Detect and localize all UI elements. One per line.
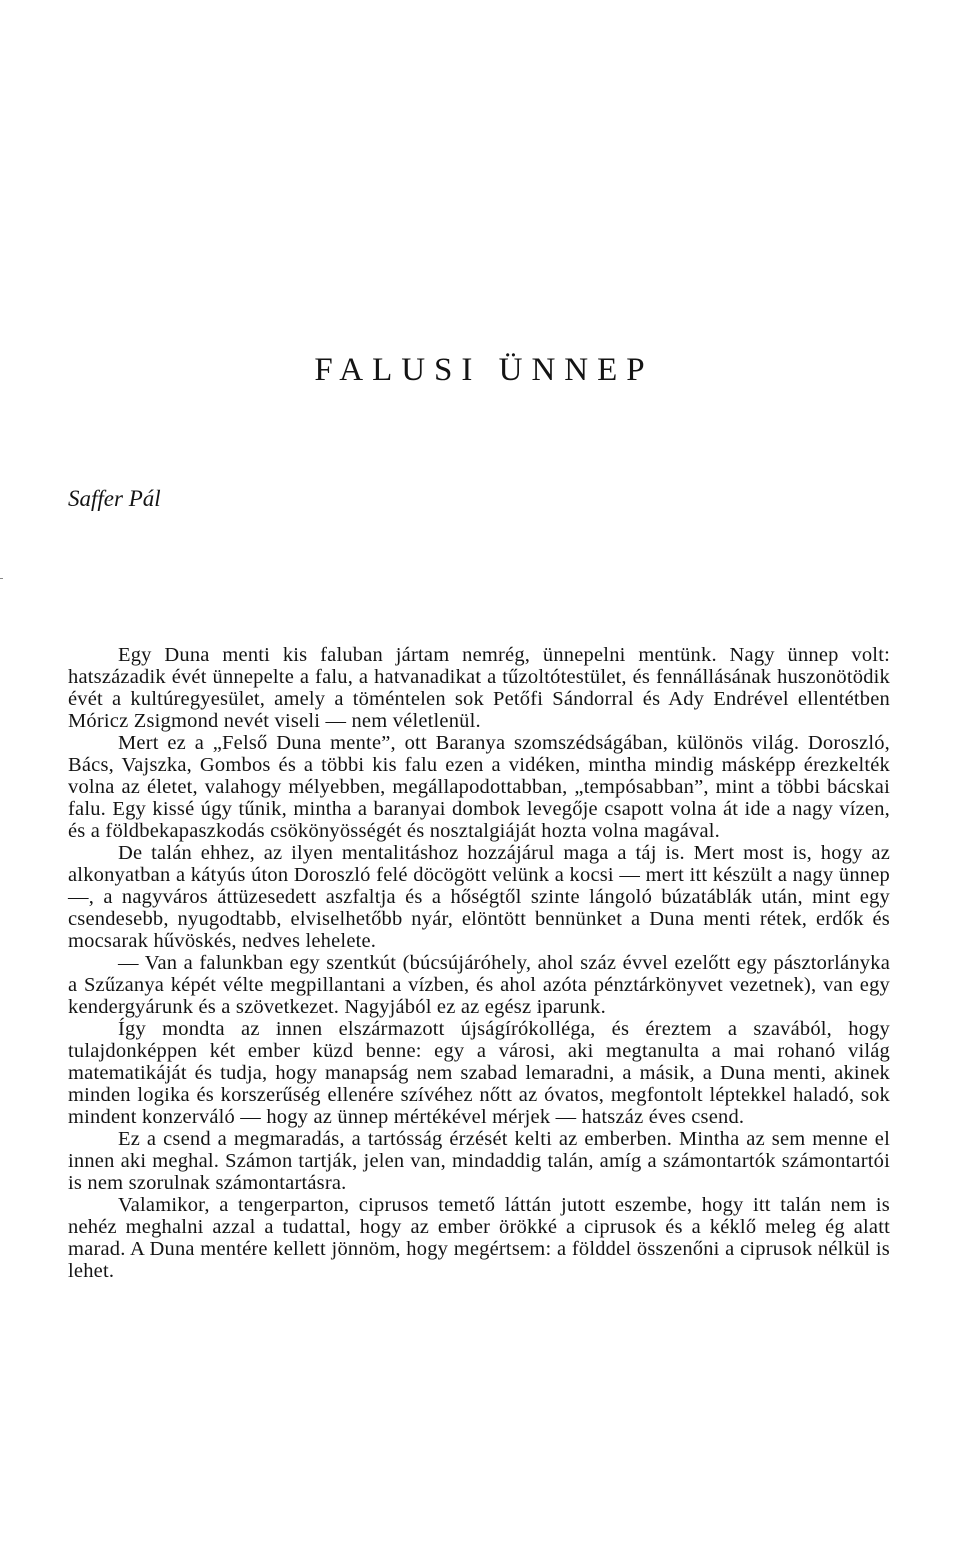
paragraph: Mert ez a „Felső Duna mente”, ott Baranya szomszédságában, különös világ. Doroszló, Bács, Vajszka, Gombos és a többi kis falu ezen a vidéken, mintha mindig másképp érezkelték volna az életet, valahogy mélyebben, megállapodottabban, „tempósabban”, mint a többi bácskai falu. Egy kissé úgy tűnik, mintha a baranyai dombok levegője csapott volna át ide a nagy vízen, és a földbekapaszkodás csökönyösségét és nosztalgiáját hozta volna magával. xyxy=(68,732,890,842)
paragraph: Egy Duna menti kis faluban jártam nemrég, ünnepelni mentünk. Nagy ünnep volt: hatszázadik évét ünnepelte a falu, a hatvanadikat a tűzoltótestület, és fennállásának huszonötödik évét a kultúregyesület, amely a töméntelen sok Petőfi Sándorral és Ady Endrével ellentétben Móricz Zsigmond nevét viseli — nem véletlenül. xyxy=(68,644,890,732)
paragraph: Valamikor, a tengerparton, ciprusos temető láttán jutott eszembe, hogy itt talán nem is nehéz meghalni azzal a tudattal, hogy az ember örökké a ciprusok és a kéklő meleg ég alatt marad. A Duna mentére kellett jönnöm, hogy megértsem: a földdel összenőni a ciprusok nélkül is lehet. xyxy=(68,1194,890,1282)
paragraph: De talán ehhez, az ilyen mentalitáshoz hozzájárul maga a táj is. Mert most is, hogy az alkonyatban a kátyús úton Doroszló felé döcögött velünk a kocsi — mert itt készült a nagy ünnep —, a nagyváros áttüzesedett aszfaltja és a hőségtől szinte lángoló búzatáblák után, mint egy csendesebb, nyugodtabb, elviselhetőbb nyár, elöntött bennünket a Duna menti rétek, erdők és mocsarak hűvöskés, nedves lehelete. xyxy=(68,842,890,952)
margin-mark xyxy=(0,578,3,579)
paragraph: — Van a falunkban egy szentkút (búcsújáróhely, ahol száz évvel ezelőtt egy pásztorlányka a Szűzanya képét vélte megpillantani a vízben, és ahol azóta pénztárkönyvet vezetnek), van egy kendergyárunk és a szövetkezet. Nagyjából ez az egész iparunk. xyxy=(68,952,890,1018)
article-body xyxy=(68,644,890,1282)
paragraph: Így mondta az innen elszármazott újságírókolléga, és éreztem a szavából, hogy tulajdonképpen két ember küzd benne: egy a városi, aki megtanulta a mai rohanó világ matematikáját és tudja, hogy manapság nem szabad lemaradni, a másik, a Duna menti, akinek minden logika és korszerűség ellenére szívéhez nőtt az óvatos, megfontolt léptekkel haladó, sok mindent konzerváló — hogy az ünnep mértékével mérjek — hatszáz éves csend. xyxy=(68,1018,890,1128)
article-title: FALUSI ÜNNEP xyxy=(314,352,654,388)
article-author: Saffer Pál xyxy=(68,486,161,511)
paragraph: Ez a csend a megmaradás, a tartósság érzését kelti az emberben. Mintha az sem menne el innen aki meghal. Számon tartják, jelen van, mindaddig talán, amíg a számontartók számontartói is nem szorulnak számontartásra. xyxy=(68,1128,890,1194)
